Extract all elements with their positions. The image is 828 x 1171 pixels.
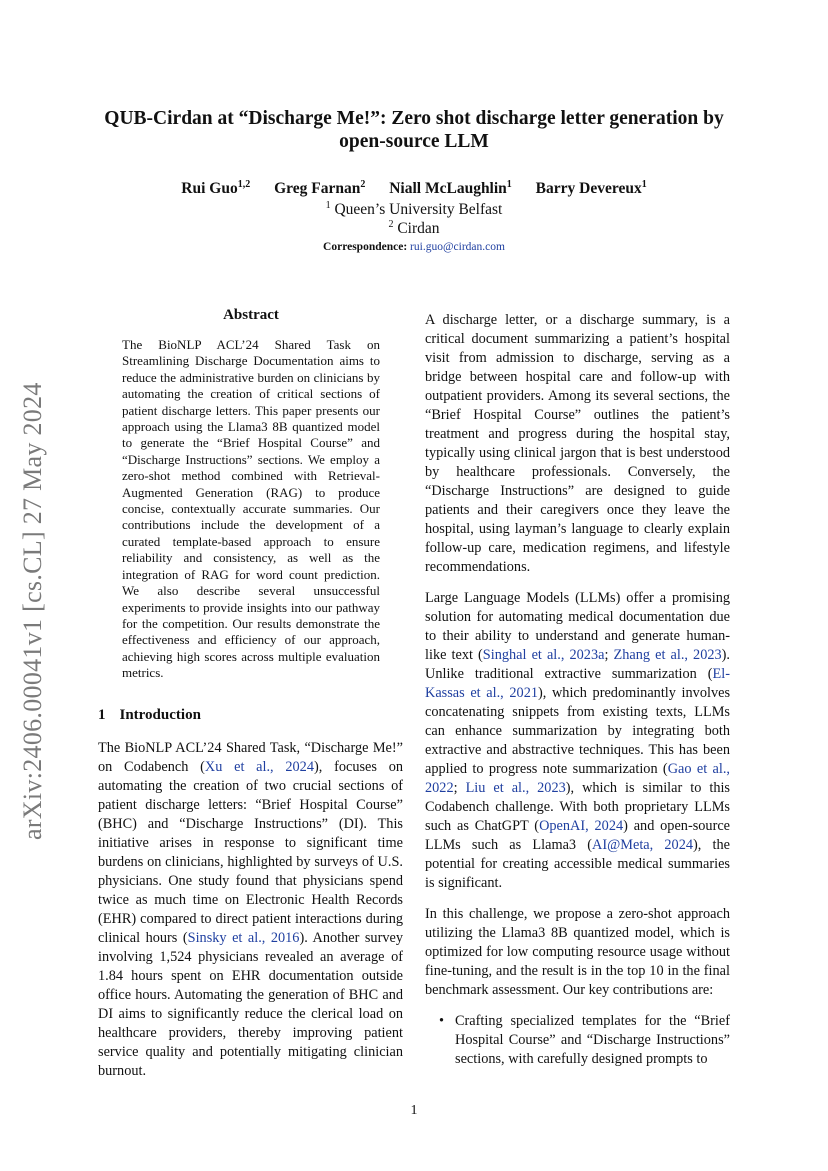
list-item: • Crafting specialized templates for the “Brief Hospital Course” and “Discharge Instructions” sections, with carefully designed prompts to xyxy=(439,1013,730,1067)
citation-link[interactable]: Sinsky et al., 2016 xyxy=(187,930,300,946)
citation-link[interactable]: Liu et al., 2023 xyxy=(465,780,566,796)
author-list xyxy=(80,179,748,198)
abstract-heading: Abstract xyxy=(223,307,279,323)
author-4: Barry Devereux$^1$ xyxy=(535,179,647,198)
citation-link[interactable]: Xu et al., 2024 xyxy=(204,759,314,775)
right-column-text xyxy=(425,311,730,1069)
citation-link[interactable]: Zhang et al., 2023 xyxy=(613,647,722,663)
intro-paragraph: The BioNLP ACL’24 Shared Task, “Discharge Me!” on Codabench (Xu et al., 2024), focuses on automating the creation of two crucial sections of patient discharge letters: “Brief Hospital Course” (BHC) and “Discharge Instructions” (DI). This initiative arises in response to significant time burdens on clinicians, highlighted by surveys of U.S. physicians. One study found that physicians spend twice as much time on Electronic Health Records (EHR) compared to direct patient interactions during clinical hours (Sinsky et al., 2016). Another survey involving 1,524 physicians revealed an average of 1.84 hours spent on EHR documentation outside office hours. Automating the generation of BHC and DI aims to significantly reduce the clerical load on healthcare providers, thereby improving patient service quality and potentially mitigating clinician burnout. xyxy=(98,740,403,1079)
correspondence xyxy=(80,241,748,253)
author-3: Niall McLaughlin$^1$ xyxy=(389,179,512,198)
section-heading-introduction xyxy=(98,707,201,724)
correspondence-email-link[interactable]: rui.guo@cirdan.com xyxy=(410,241,505,253)
contributions-list xyxy=(425,1012,730,1069)
affiliation-1: $^1$ Queen’s University Belfast xyxy=(325,200,503,219)
citation-link[interactable]: OpenAI, 2024 xyxy=(539,818,624,834)
section-number: 1 xyxy=(98,707,106,723)
paragraph-discharge-letter: A discharge letter, or a discharge summary, is a critical document summarizing a patient’s hospital visit from admission to discharge, serving as a bridge between hospital care and follow-up with outpatient providers. Among its several sections, the “Brief Hospital Course” outlines the patient’s treatment and progress during the hospital stay, typically using clinical jargon that is best understood by healthcare professionals. Conversely, the “Discharge Instructions” are designed to guide patients and their caregivers once they leave the hospital, using layman’s language to clearly explain follow-up care, medication regimens, and lifestyle recommendations. xyxy=(425,312,730,575)
paragraph-challenge: In this challenge, we propose a zero-shot approach utilizing the Llama3 8B quantized model, which is optimized for low computing resource usage without fine-tuning, and the result is in the top 10 in the final benchmark assessment. Our key contributions are: xyxy=(425,906,730,998)
introduction-text xyxy=(98,739,403,1081)
title-line-2: open-source LLM xyxy=(339,131,489,152)
citation-link[interactable]: El-Kassas et al., 2021 xyxy=(425,666,730,701)
correspondence-label: Correspondence: xyxy=(323,241,408,253)
bullet-icon: • xyxy=(439,1013,445,1029)
title-line-1: QUB-Cirdan at “Discharge Me!”: Zero shot discharge letter generation by xyxy=(104,108,724,129)
page-number: 1 xyxy=(410,1103,418,1118)
author-1: Rui Guo$^{1,2}$ xyxy=(181,179,251,198)
paper-title xyxy=(80,107,748,153)
author-2: Greg Farnan$^2$ xyxy=(274,179,366,198)
arxiv-stamp: arXiv:2406.00041v1 [cs.CL] 27 May 2024 xyxy=(18,382,47,840)
citation-link[interactable]: AI@Meta, 2024 xyxy=(592,837,693,853)
affiliation-2: $^2$ Cirdan xyxy=(388,219,440,238)
section-title: Introduction xyxy=(119,707,201,723)
abstract-body: The BioNLP ACL’24 Shared Task on Streamlining Discharge Documentation aims to reduce the administrative burden on clinicians by automating the creation of critical sections of patient discharge letters. This paper presents our approach using the Llama3 8B quantized model to generate the “Brief Hospital Course” and “Discharge Instructions” sections. We employ a zero-shot method combined with Retrieval-Augmented Generation (RAG) to produce concise, contextually accurate summaries. Our contributions include the development of a curated template-based approach to ensure reliability and consistency, as well as the integration of RAG for word count prediction. We also describe several unsuccessful experiments to provide insights into our pathway for the competition. Our results demonstrate the effectiveness and efficiency of our approach, achieving high scores across multiple evaluation metrics. xyxy=(122,337,380,681)
citation-link[interactable]: Singhal et al., 2023a xyxy=(482,647,605,663)
citation-link[interactable]: Gao et al., 2022 xyxy=(425,761,730,796)
paragraph-llms: Large Language Models (LLMs) offer a promising solution for automating medical documentation due to their ability to understand and generate human-like text (Singhal et al., 2023a; Zhang et al., 2023). Unlike traditional extractive summarization (El-Kassas et al., 2021), which predominantly involves concatenating snippets from existing texts, LLMs can enhance summarization by integrating both extractive and abstractive techniques. This has been applied to progress note summarization (Gao et al., 2022; Liu et al., 2023), which is similar to this Codabench challenge. With both proprietary LLMs such as ChatGPT (OpenAI, 2024) and open-source LLMs such as Llama3 (AI@Meta, 2024), the potential for creating accessible medical summaries is significant. xyxy=(425,590,731,891)
